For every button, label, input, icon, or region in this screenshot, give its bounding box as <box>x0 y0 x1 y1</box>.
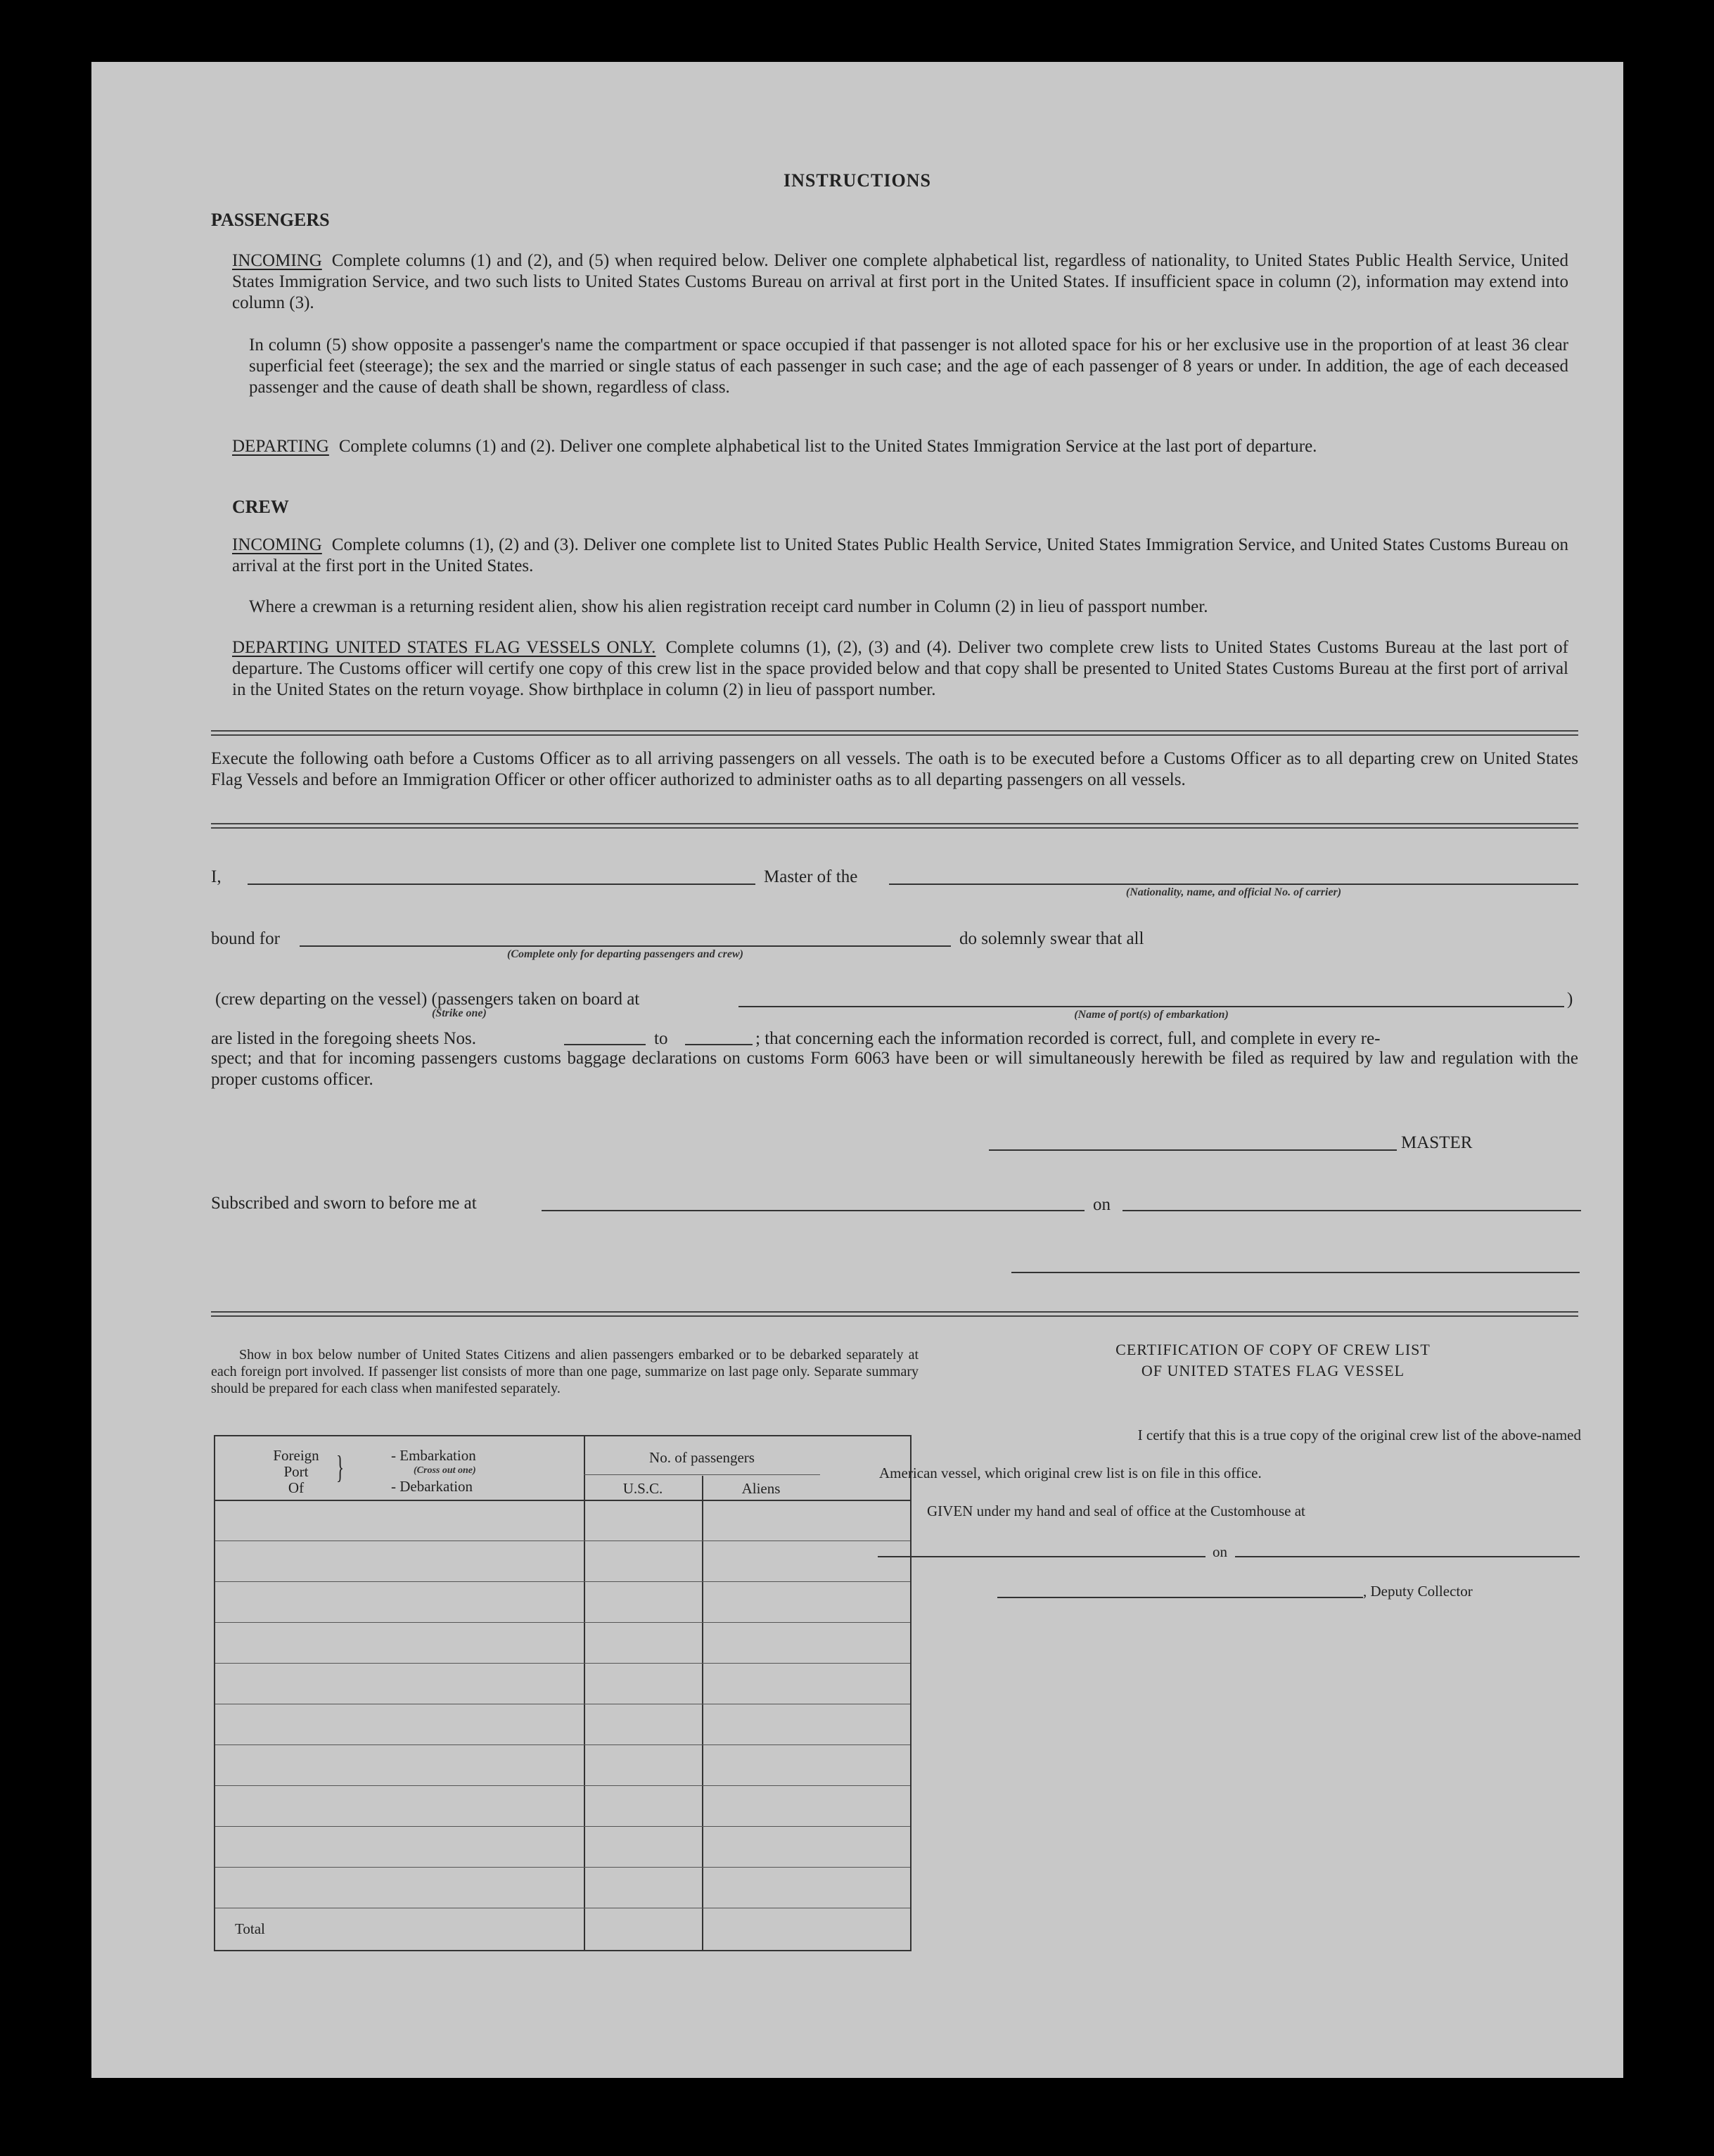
master-signature-field[interactable] <box>989 1149 1397 1151</box>
crew-incoming-label: INCOMING <box>232 535 322 554</box>
certification-title-line1: CERTIFICATION OF COPY OF CREW LIST <box>1115 1341 1431 1358</box>
of-label: Of <box>288 1479 305 1496</box>
passengers-column5-text: In column (5) show opposite a passenger's name the compartment or space occupied if that passenger is not alloted space for his or her exclusive use in the proportion of at least 36 clear superficial feet (steerage); the sex and the married or single status of each passenger in such case; and the age of each passenger of 8 years or under. In addition, the age of each deceased passenger and the cause of death shall be shown, regardless of class. <box>249 336 1568 397</box>
passengers-heading: PASSENGERS <box>211 210 330 230</box>
certification-on-label: on <box>1213 1543 1227 1560</box>
section-divider <box>211 823 1578 829</box>
summary-instructions: Show in box below number of United States Citizens and alien passengers embarked or to be debarked separately at each foreign port involved. If passenger list consists of more than one page, summarize on last page only. Separate summary should be prepared for each class when manifested separately. <box>211 1347 919 1396</box>
debarkation-label: - Debarkation <box>391 1478 473 1495</box>
certification-date-field[interactable] <box>1235 1556 1580 1557</box>
destination-field[interactable] <box>300 945 951 947</box>
certify-text-2: American vessel, which original crew list is on file in this office. <box>879 1465 1262 1481</box>
sheet-from-field[interactable] <box>564 1044 646 1045</box>
given-text: GIVEN under my hand and seal of office at the Customhouse at <box>927 1503 1305 1519</box>
master-of-the-label: Master of the <box>764 867 858 886</box>
sworn-date-field[interactable] <box>1123 1210 1581 1211</box>
passengers-departing-text: Complete columns (1) and (2). Deliver one complete alphabetical list to the United States Immigration Service at the last port of departure. <box>338 437 1317 456</box>
table-row-rule <box>215 1867 910 1868</box>
oath-intro: Execute the following oath before a Customs Officer as to all arriving passengers on all vessels. The oath is to be executed before a Customs Officer as to all departing crew on United States Flag Vessels and before an Immigration Officer or other officer authorized to administer oaths as to all departing passengers on all vessels. <box>211 749 1578 789</box>
deputy-signature-field[interactable] <box>997 1597 1363 1598</box>
strike-one-caption: (Strike one) <box>432 1007 487 1019</box>
carrier-field[interactable] <box>889 884 1578 885</box>
table-row-rule <box>215 1744 910 1745</box>
embarkation-label: - Embarkation <box>391 1447 476 1464</box>
header-bottom-rule <box>215 1500 910 1501</box>
instructions-title: INSTRUCTIONS <box>784 170 931 191</box>
table-row-rule <box>215 1826 910 1827</box>
section-divider <box>211 730 1578 736</box>
summary-table <box>214 1435 912 1951</box>
port-label: Port <box>283 1463 309 1480</box>
embarkation-port-caption: (Name of port(s) of embarkation) <box>1074 1009 1229 1021</box>
table-row-rule <box>215 1622 910 1623</box>
crew-resident-text: Where a crewman is a returning resident alien, show his alien registration receipt card number in Column (2) in lieu of passport number. <box>249 597 1208 616</box>
sworn-on-label: on <box>1093 1195 1111 1214</box>
no-passengers-header: No. of passengers <box>649 1449 755 1466</box>
aliens-header: Aliens <box>741 1480 781 1497</box>
form-page <box>91 62 1623 2078</box>
passengers-incoming-paragraph <box>232 250 1568 314</box>
master-label: MASTER <box>1401 1133 1473 1152</box>
certification-title <box>935 1339 1611 1382</box>
officer-signature-field[interactable] <box>1011 1272 1580 1273</box>
deputy-collector-label: , Deputy Collector <box>1363 1583 1473 1600</box>
crew-heading: CREW <box>232 497 289 517</box>
foreign-port-header <box>257 1448 335 1496</box>
crew-departing-text: (crew departing on the vessel) (passengers taken on board at <box>215 990 640 1009</box>
close-paren: ) <box>1567 990 1573 1009</box>
listed-text: ; that concerning each the information recorded is correct, full, and complete in every re- <box>755 1029 1381 1048</box>
column-divider <box>584 1436 585 1950</box>
header-rule <box>584 1474 820 1475</box>
certify-text: I certify that this is a true copy of the original crew list of the above-named <box>1137 1427 1581 1443</box>
passengers-incoming-text: Complete columns (1) and (2), and (5) when required below. Deliver one complete alphabetical list, regardless of nationality, to United States Public Health Service, United States Immigration Service, and two such lists to United States Customs Bureau on arrival at first port in the United States. If insufficient space in column (2), information may extend into column (3). <box>232 251 1568 312</box>
carrier-caption: (Nationality, name, and official No. of carrier) <box>1125 886 1342 898</box>
brace-icon: } <box>336 1449 345 1485</box>
subscribed-label: Subscribed and sworn to before me at <box>211 1194 477 1213</box>
customhouse-field[interactable] <box>878 1556 1205 1557</box>
table-row-rule <box>215 1785 910 1786</box>
bound-for-label: bound for <box>211 929 280 948</box>
cross-out-caption: (Cross out one) <box>414 1465 476 1476</box>
embarkation-port-field[interactable] <box>738 1006 1564 1007</box>
section-divider <box>211 1311 1578 1317</box>
table-row-rule <box>215 1581 910 1582</box>
crew-departing-paragraph <box>232 637 1568 701</box>
sworn-place-field[interactable] <box>542 1210 1085 1211</box>
column-divider <box>702 1476 703 1950</box>
usc-header: U.S.C. <box>622 1480 663 1497</box>
passengers-departing-label: DEPARTING <box>232 437 329 456</box>
crew-incoming-paragraph <box>232 535 1568 577</box>
listed-to-label: to <box>654 1029 668 1048</box>
listed-sheets-label: are listed in the foregoing sheets Nos. <box>211 1029 476 1048</box>
passengers-incoming-label: INCOMING <box>232 251 322 270</box>
sheet-to-field[interactable] <box>685 1044 753 1045</box>
customs-declaration-text: spect; and that for incoming passengers customs baggage declarations on customs Form 6063 have been or will simultaneously herewith be filed as required by law and regulation with the proper customs officer. <box>211 1049 1578 1089</box>
master-name-field[interactable] <box>248 884 755 885</box>
oath-i-label: I, <box>211 867 222 886</box>
foreign-label: Foreign <box>273 1447 319 1464</box>
crew-incoming-text: Complete columns (1), (2) and (3). Deliver one complete list to United States Public Health Service, United States Immigration Service, and United States Customs Bureau on arrival at the first port in the United States. <box>232 535 1568 575</box>
certification-title-line2: OF UNITED STATES FLAG VESSEL <box>1141 1362 1405 1379</box>
crew-departing-text: Complete columns (1), (2), (3) and (4). Deliver two complete crew lists to United States Customs Bureau at the last port of departure. The Customs officer will certify one copy of this crew list in the space provided below and that copy shall be presented to United States Customs Bureau at the first port of arrival in the United States on the return voyage. Show birthplace in column (2) in lieu of passport number. <box>232 638 1568 699</box>
crew-departing-label: DEPARTING UNITED STATES FLAG VESSELS ONLY. <box>232 638 656 657</box>
destination-caption: (Complete only for departing passengers and crew) <box>507 948 743 960</box>
swear-text: do solemnly swear that all <box>959 929 1144 948</box>
total-label: Total <box>235 1920 265 1937</box>
passengers-departing-paragraph <box>232 436 1568 457</box>
table-row-rule <box>215 1663 910 1664</box>
